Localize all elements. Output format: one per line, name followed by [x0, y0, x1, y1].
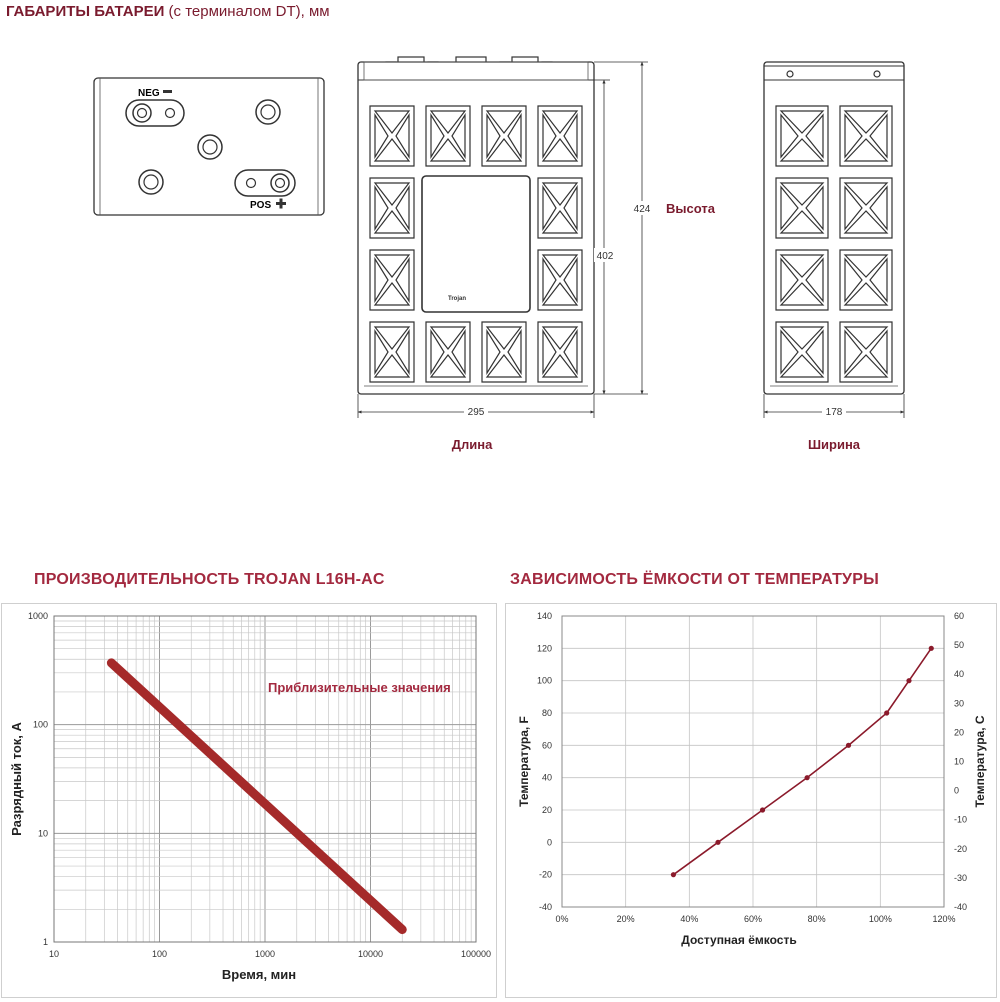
data-point: [671, 872, 676, 877]
data-point: [906, 678, 911, 683]
y2-tick-label: -40: [954, 902, 968, 912]
grid-lines: [562, 616, 944, 907]
x-tick-label: 1000: [254, 949, 276, 959]
y-tick-label: -20: [538, 869, 552, 880]
x-axis-label: Доступная ёмкость: [681, 933, 797, 947]
y-tick-label: 60: [541, 740, 552, 751]
x-tick-label: 60%: [743, 914, 763, 924]
data-point: [884, 710, 889, 715]
pos-terminal-icon: [235, 170, 295, 196]
length-caption: Длина: [451, 437, 493, 452]
data-point: [715, 840, 720, 845]
temperature-chart: [506, 604, 996, 997]
x-tick-label: 10: [48, 949, 60, 959]
series-line: [673, 648, 931, 874]
y2-tick-label: 0: [954, 785, 960, 796]
brand-small-label: Trojan: [448, 296, 467, 302]
minus-icon: [163, 90, 172, 93]
y-axis-label: Разрядный ток, А: [9, 722, 24, 836]
y-tick-label: 10: [37, 828, 48, 839]
y2-tick-label: -20: [954, 843, 968, 854]
neg-label: NEG: [138, 88, 160, 99]
data-point: [760, 807, 765, 812]
y2-tick-label: 60: [954, 611, 965, 621]
header-bold-text: ГАБАРИТЫ БАТАРЕИ: [6, 3, 165, 20]
side-view: [764, 62, 904, 394]
dim-length: 295: [467, 407, 485, 418]
y-tick-label: -40: [538, 902, 552, 912]
x-tick-label: 120%: [932, 914, 956, 924]
data-point: [846, 743, 851, 748]
y-tick-label: 120: [536, 643, 552, 654]
x-tick-label: 40%: [680, 914, 699, 924]
y2-tick-label: -10: [954, 814, 968, 825]
vent-cap-icon: [139, 170, 163, 194]
x-tick-label: 20%: [616, 914, 635, 924]
dim-height-total: 424: [633, 204, 651, 215]
front-view: [358, 57, 594, 394]
series-line: [111, 663, 402, 930]
y2-tick-label: 30: [954, 698, 965, 709]
annotation-label: Приблизительные значения: [268, 680, 451, 695]
performance-chart: [2, 604, 496, 997]
y-tick-label: 80: [541, 708, 552, 718]
x-tick-label: 100: [151, 949, 168, 959]
y-tick-label: 0: [546, 837, 552, 848]
pos-label: POS: [250, 200, 272, 211]
y-tick-label: 1: [42, 937, 48, 947]
performance-title: ПРОИЗВОДИТЕЛЬНОСТЬ TROJAN L16H-AC: [34, 571, 385, 588]
y2-tick-label: 50: [954, 640, 965, 651]
vent-cap-icon: [198, 135, 222, 159]
y2-axis-label: Температура, С: [973, 715, 987, 808]
y2-tick-label: 20: [954, 727, 965, 738]
y-tick-label: 100: [32, 719, 48, 730]
x-axis-label: Время, мин: [221, 967, 297, 982]
y-tick-label: 20: [541, 805, 552, 815]
data-point: [929, 646, 934, 651]
height-caption: Высота: [666, 201, 715, 216]
top-view: [94, 78, 324, 215]
width-caption: Ширина: [807, 437, 861, 452]
neg-terminal-icon: [126, 100, 184, 126]
performance-chart-frame: [1, 603, 497, 998]
dim-height-case: 402: [596, 251, 614, 262]
x-tick-label: 0%: [555, 914, 569, 924]
temperature-title: ЗАВИСИМОСТЬ ЁМКОСТИ ОТ ТЕМПЕРАТУРЫ: [510, 571, 879, 588]
y2-tick-label: 40: [954, 669, 965, 680]
dim-width: 178: [825, 407, 843, 418]
y2-tick-label: 10: [954, 756, 965, 767]
header-rest-text: (с терминалом DT), мм: [164, 3, 330, 20]
y-tick-label: 40: [541, 772, 552, 783]
y-tick-label: 140: [536, 611, 552, 621]
x-tick-label: 80%: [807, 914, 826, 924]
temperature-chart-frame: [505, 603, 997, 998]
y-tick-label: 1000: [27, 611, 48, 621]
data-point: [805, 775, 810, 780]
y-axis-label: Температура, F: [517, 716, 531, 807]
x-tick-label: 10000: [357, 949, 384, 959]
x-tick-label: 100%: [868, 914, 892, 924]
vent-cap-icon: [256, 100, 280, 124]
y-tick-label: 100: [536, 675, 552, 686]
y2-tick-label: -30: [954, 872, 968, 883]
x-tick-label: 100000: [460, 949, 492, 959]
